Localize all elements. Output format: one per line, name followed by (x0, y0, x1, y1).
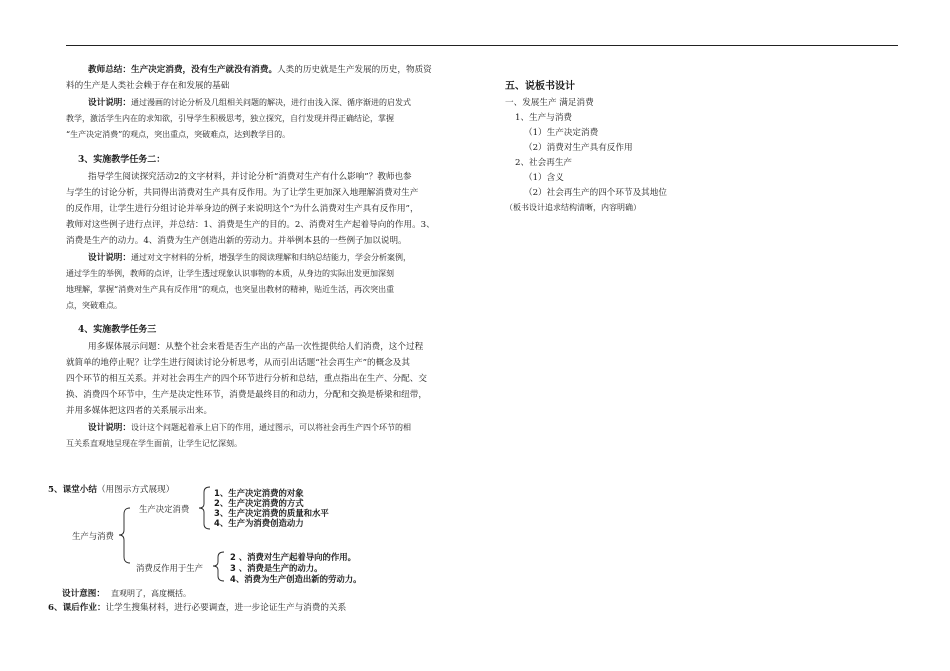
design-note-line: 互关系直观地呈现在学生面前，让学生记忆深刻。 (66, 439, 242, 448)
board-design-heading: 五、说板书设计 (505, 81, 575, 92)
homework-text: 让学生搜集材料，进行必要调查，进一步论证生产与消费的关系 (105, 603, 347, 613)
task3-line: 就简单的地停止呢？让学生进行阅读讨论分析思考，从而引出话题“社会再生产”的概念及其 (66, 358, 410, 368)
summary-heading: 5、课堂小结 (48, 485, 97, 495)
diagram-branch1-item: 3、生产决定消费的质量和水平 (214, 508, 329, 518)
board-line: （2）社会再生产的四个环节及其地位 (524, 188, 667, 198)
design-note-line: 设计这个问题起着承上启下的作用，通过图示，可以将社会再生产四个环节的相 (130, 423, 411, 432)
diagram-branch2-item: 4、消费为生产创造出新的劳动力。 (230, 574, 362, 584)
design-note-line: 地理解，掌握“消费对生产具有反作用”的观点，也突显出教材的精神，贴近生活，再次突出重 (66, 285, 395, 294)
homework-heading: 6、课后作业： (48, 603, 106, 613)
board-line: 2、社会再生产 (515, 158, 573, 168)
task2-heading: 3、实施教学任务二： (78, 155, 166, 165)
teacher-summary-bold: 教师总结：生产决定消费，没有生产就没有消费。 (88, 65, 278, 75)
diagram-branch-production: 生产决定消费 (139, 504, 190, 514)
design-note-line: 教学，激活学生内在的求知欲，引导学生积极思考，独立探究，自行发现并得正确结论，掌握 (66, 114, 394, 123)
task3-heading: 4、实施教学任务三 (78, 325, 157, 335)
board-line: 一、发展生产 满足消费 (505, 98, 594, 108)
diagram-branch1-item: 4、生产为消费创造动力 (214, 518, 304, 528)
task3-line: 四个环节的相互关系。并对社会再生产的四个环节进行分析和总结，重点指出在生产、分配、交 (66, 374, 427, 384)
task3-line: 用多媒体展示问题：从整个社会来看是否生产出的产品一次性提供给人们消费，这个过程 (88, 342, 424, 352)
design-intent-label: 设计意图： (62, 589, 105, 599)
task3-line: 换、消费四个环节中，生产是决定性环节，消费是最终目的和动力，分配和交换是桥梁和纽带， (66, 390, 427, 400)
board-line: 1、生产与消费 (515, 113, 573, 123)
design-intent-text: 直观明了，高度概括。 (110, 589, 191, 598)
design-note-line: 通过对文字材料的分析，增强学生的阅读理解和归纳总结能力，学会分析案例， (130, 253, 411, 262)
design-note-label: 设计说明： (88, 423, 131, 433)
board-note: （板书设计追求结构清晰，内容明确） (505, 203, 641, 212)
diagram-branch2-item: 2 、消费对生产起着导向的作用。 (230, 552, 356, 562)
task2-line: 消费是生产的动力。4、消费为生产创造出新的劳动力。并举例本县的一些例子加以说明。 (66, 236, 407, 246)
task2-line: 的反作用，让学生进行分组讨论并举身边的例子来说明这个“为什么消费对生产具有反作用”， (66, 204, 419, 214)
design-note-label: 设计说明： (88, 253, 131, 263)
homework-row (48, 601, 346, 617)
design-note-line: “生产决定消费”的观点，突出重点，突破难点，达到教学目的。 (66, 130, 291, 139)
diagram-branch1-item: 2、生产决定消费的方式 (214, 498, 304, 508)
diagram-branch2-item: 3 、消费是生产的动力。 (230, 563, 323, 573)
board-line: （1）含义 (524, 173, 564, 183)
design-note-label: 设计说明： (88, 98, 131, 108)
task3-line: 并用多媒体把这四者的关系展示出来。 (66, 406, 213, 416)
task2-line: 与学生的讨论分析，共同得出消费对生产具有反作用。为了让学生更加深入地理解消费对生产 (66, 188, 419, 198)
task2-line: 教师对这些例子进行点评，并总结：1、消费是生产的目的。2、消费对生产起着导向的作用。3、 (66, 220, 435, 230)
task2-line: 指导学生阅读探究活动2的文字材料，并讨论分析“消费对生产有什么影响”？教师也参 (88, 172, 412, 182)
diagram-root: 生产与消费 (72, 531, 114, 541)
teacher-summary-rest: 人类的历史就是生产发展的历史，物质资 (277, 65, 432, 75)
board-line: （2）消费对生产具有反作用 (524, 143, 633, 153)
diagram-branch1-item: 1、生产决定消费的对象 (214, 488, 304, 498)
summary-note: （用图示方式展现） (96, 485, 175, 495)
design-note-line: 通过漫画的讨论分析及几组相关问题的解决，进行由浅入深、循序渐进的启发式 (130, 98, 411, 107)
diagram-branch-consumption: 消费反作用于生产 (136, 563, 203, 573)
board-line: （1）生产决定消费 (524, 128, 599, 138)
design-note-line: 点，突破难点。 (66, 301, 122, 310)
teacher-summary-line2: 料的生产是人类社会赖于存在和发展的基础 (66, 81, 230, 91)
design-note-line: 通过学生的举例，教师的点评，让学生透过现象认识事物的本质，从身边的实际出发更加深刻 (66, 269, 394, 278)
